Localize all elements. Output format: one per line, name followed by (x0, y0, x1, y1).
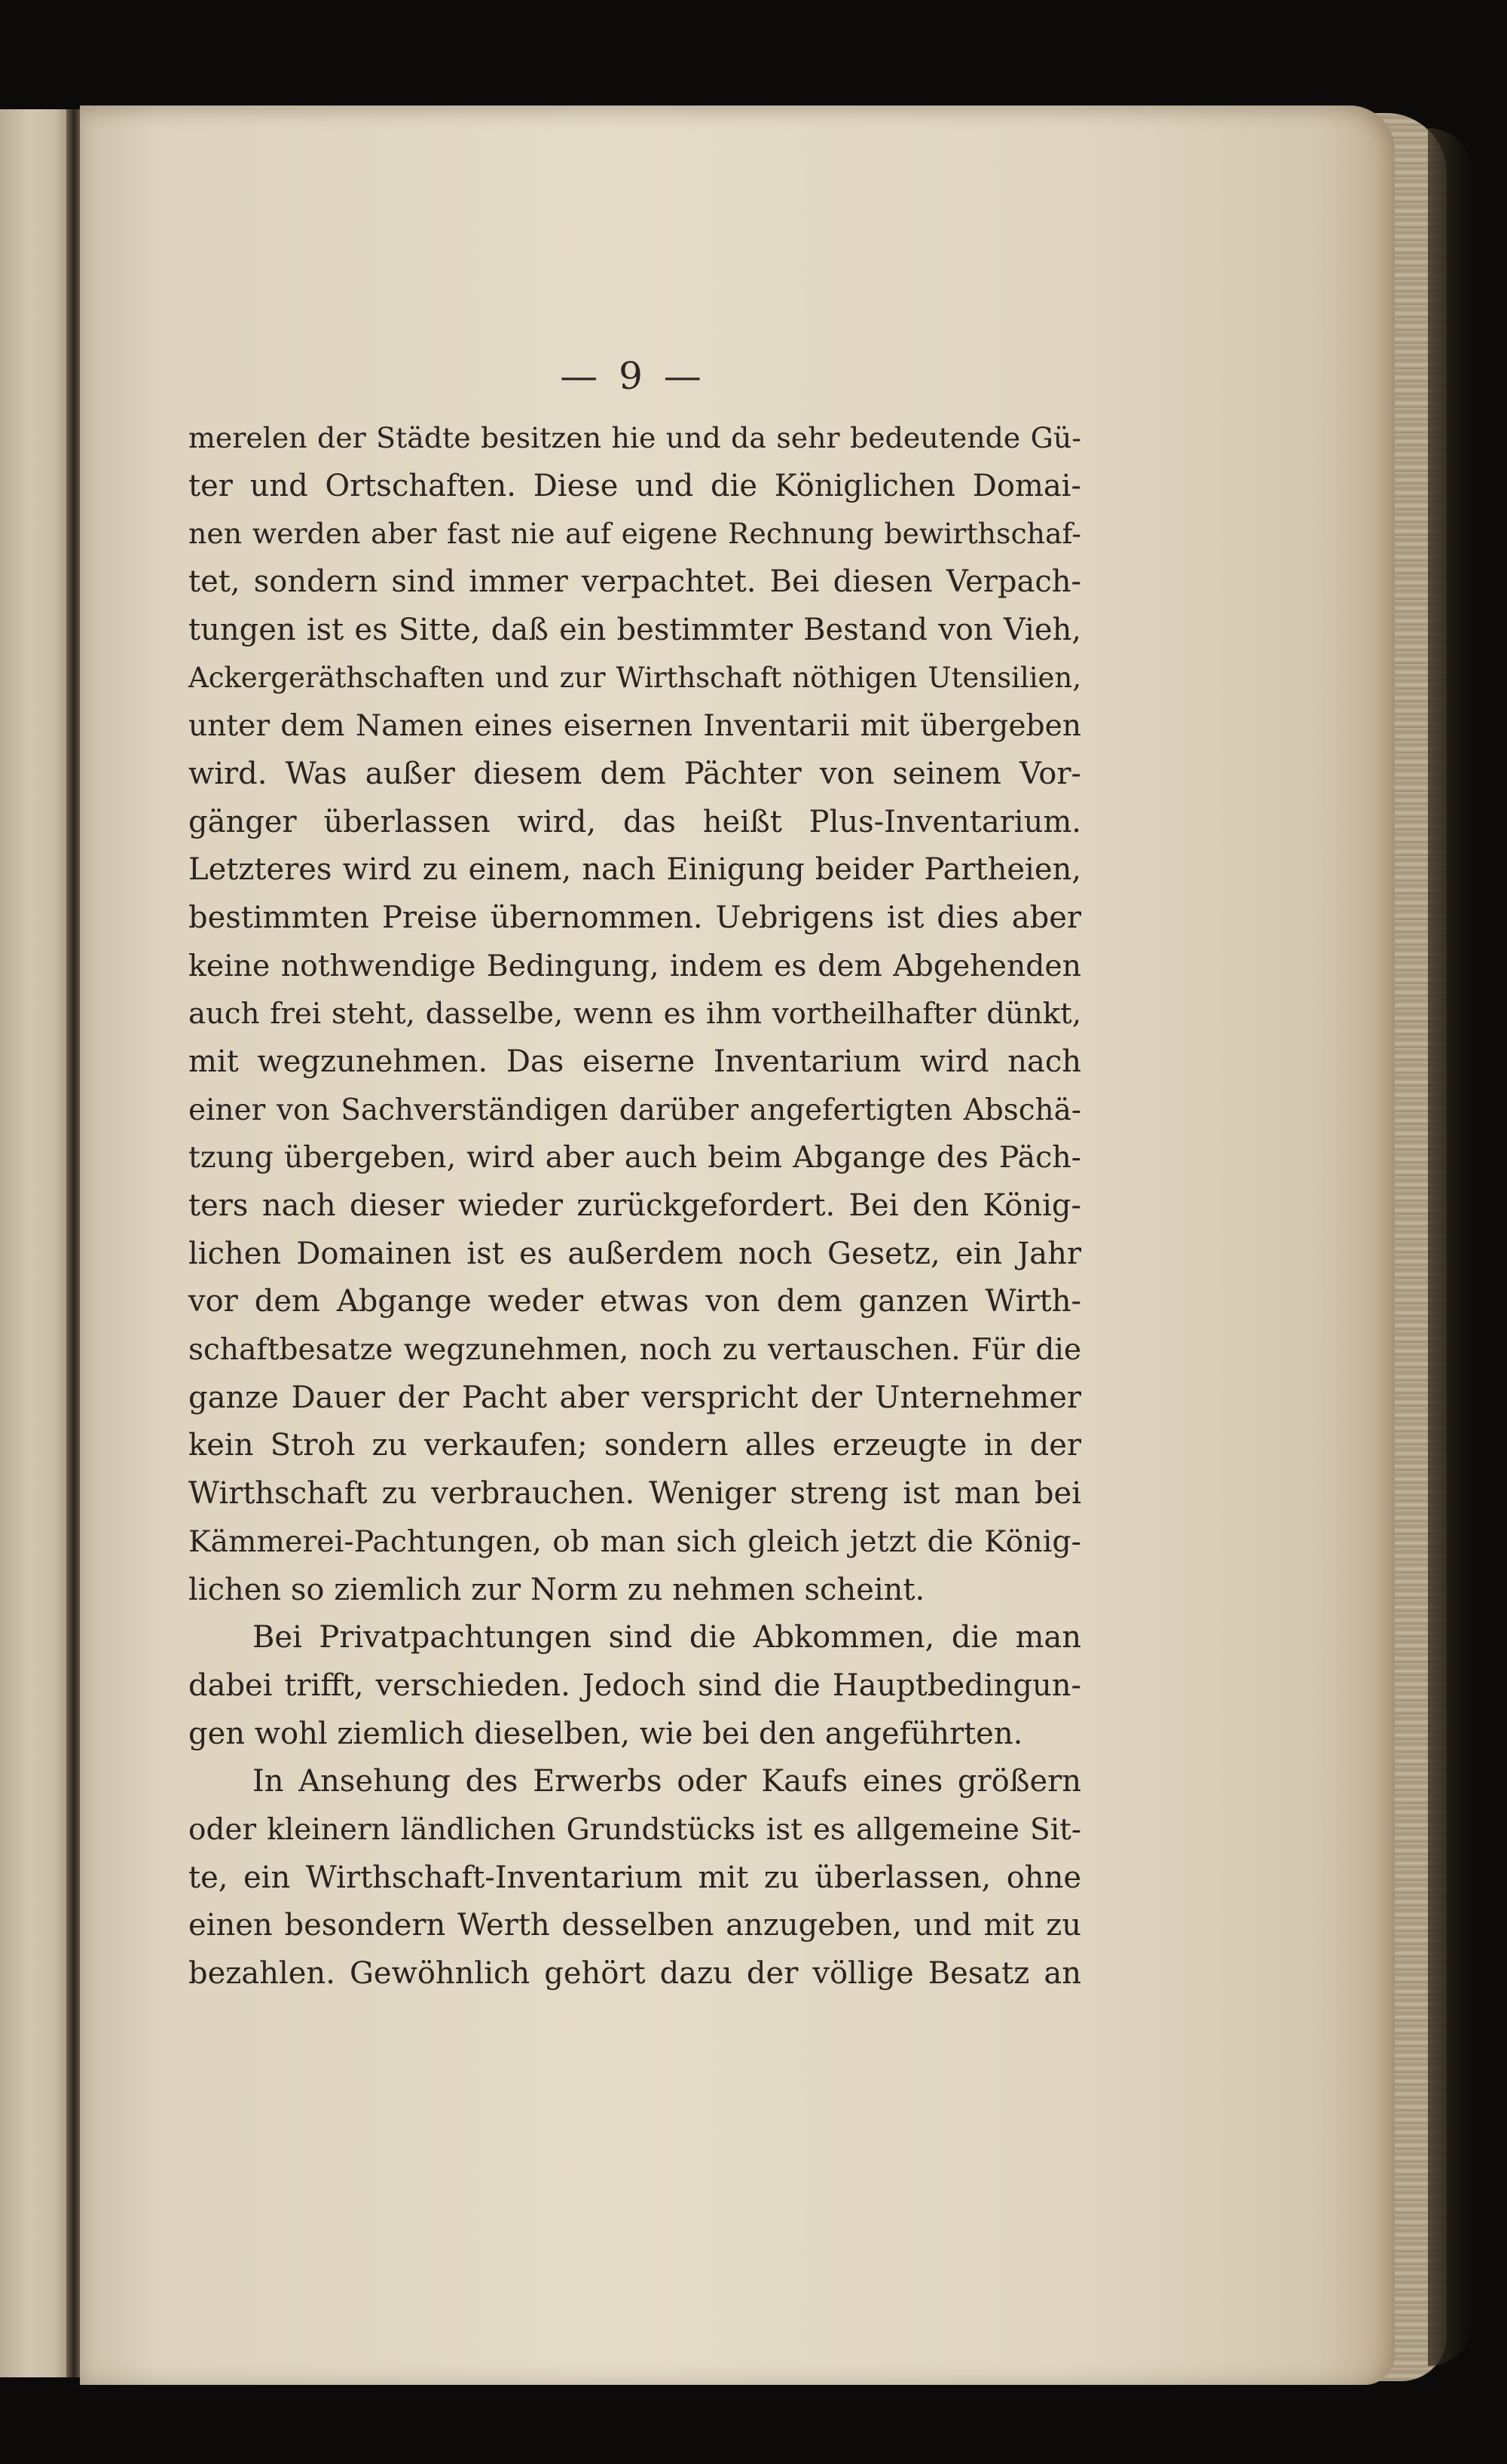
text-line: Letzteres wird zu einem, nach Einigung beider Partheien, (188, 852, 1081, 888)
text-line: tzung übergeben, wird aber auch beim Abgange des Päch- (188, 1140, 1081, 1175)
previous-page-edge (0, 109, 68, 2377)
text-line: ters nach dieser wieder zurückgefordert. Bei den König- (188, 1188, 1081, 1223)
text-line: oder kleinern ländlichen Grundstücks ist es allgemeine Sit- (188, 1812, 1081, 1847)
text-line: bestimmten Preise übernommen. Uebrigens ist dies aber (188, 900, 1081, 935)
text-line: wird. Was außer diesem dem Pächter von seinem Vor- (188, 756, 1081, 791)
text-line: Wirthschaft zu verbrauchen. Weniger streng ist man bei (188, 1476, 1081, 1512)
text-line: gen wohl ziemlich dieselben, wie bei den angeführten. (188, 1716, 1023, 1751)
text-line: mit wegzunehmen. Das eiserne Inventarium wird nach (188, 1044, 1081, 1079)
text-line: einer von Sachverständigen darüber angefertigten Abschä- (188, 1093, 1081, 1127)
text-line: dabei trifft, verschieden. Jedoch sind die Hauptbedingun- (188, 1668, 1081, 1703)
text-line: gänger überlassen wird, das heißt Plus-Inventarium. (188, 804, 1081, 839)
text-line: Bei Privatpachtungen sind die Abkommen, die man (252, 1620, 1081, 1655)
text-line: bezahlen. Gewöhnlich gehört dazu der völlige Besatz an (188, 1956, 1081, 1991)
page-edge-shadow (1428, 128, 1473, 2366)
text-line: te, ein Wirthschaft-Inventarium mit zu überlassen, ohne (188, 1860, 1081, 1895)
text-line: keine nothwendige Bedingung, indem es dem Abgehenden (188, 948, 1081, 983)
text-line: einen besondern Werth desselben anzugeben, und mit zu (188, 1908, 1081, 1943)
text-line: ter und Ortschaften. Diese und die Königlichen Domai- (188, 468, 1081, 503)
text-line: tet, sondern sind immer verpachtet. Bei diesen Verpach- (188, 564, 1081, 600)
text-line: vor dem Abgange weder etwas von dem ganzen Wirth- (188, 1284, 1081, 1319)
text-line: lichen Domainen ist es außerdem noch Gesetz, ein Jahr (188, 1236, 1081, 1271)
text-line: Kämmerei-Pachtungen, ob man sich gleich jetzt die König- (188, 1524, 1081, 1559)
page-number: — 9 — (560, 354, 706, 398)
text-line: ganze Dauer der Pacht aber verspricht der Unternehmer (188, 1380, 1081, 1415)
text-line: Ackergeräthschaften und zur Wirthschaft nöthigen Utensilien, (188, 662, 1081, 695)
text-line: In Ansehung des Erwerbs oder Kaufs eines größern (252, 1764, 1081, 1799)
body-text (188, 414, 1081, 1998)
text-line: tungen ist es Sitte, daß ein bestimmter Bestand von Vieh, (188, 612, 1081, 647)
text-line: unter dem Namen eines eisernen Inventarii mit übergeben (188, 709, 1081, 744)
text-line: schaftbesatze wegzunehmen, noch zu vertauschen. Für die (188, 1333, 1081, 1368)
text-line: kein Stroh zu verkaufen; sondern alles erzeugte in der (188, 1428, 1081, 1463)
text-line: nen werden aber fast nie auf eigene Rechnung bewirthschaf- (188, 517, 1081, 551)
book-gutter (66, 109, 81, 2377)
text-line: auch frei steht, dasselbe, wenn es ihm vortheilhafter dünkt, (188, 997, 1081, 1032)
text-line: lichen so ziemlich zur Norm zu nehmen scheint. (188, 1572, 925, 1607)
text-line: merelen der Städte besitzen hie und da sehr bedeutende Gü- (188, 421, 1081, 454)
